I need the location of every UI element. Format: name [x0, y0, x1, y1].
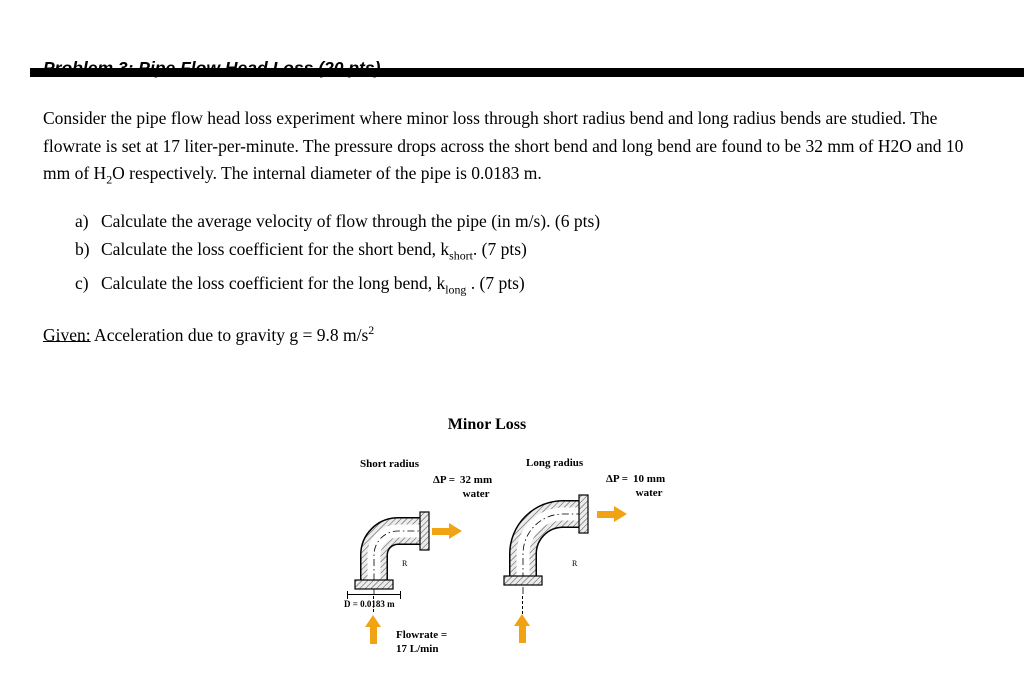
flow-arrow-up-short: [365, 615, 382, 645]
question-b-text: Calculate the loss coefficient for the short bend, k: [101, 238, 450, 259]
given-superscript: 2: [368, 322, 375, 337]
long-bend-radius-mark: R: [572, 559, 578, 568]
given-label: Given:: [43, 324, 91, 345]
centerline-dash-long: [522, 596, 523, 614]
question-b: [43, 236, 981, 270]
question-b-label: b): [75, 238, 90, 259]
statement-subscript: 2: [106, 172, 113, 187]
flowrate-line-1: Flowrate =: [396, 629, 448, 641]
question-b-subscript: short: [449, 248, 473, 262]
pressure-drop-short-prefix: ΔP =: [433, 474, 456, 486]
problem-statement: [43, 105, 973, 194]
question-c-subscript: long: [445, 282, 467, 296]
short-radius-elbow-drawing: [346, 500, 438, 596]
pressure-drop-long-prefix: ΔP =: [606, 473, 629, 485]
statement-text-1: Consider the pipe flow head loss experiment where minor loss through short radius bend and long radius bends are studied. The flowrate is set at 17 liter-per-minute. The pressure drops across the short bend and long bend are found to be 32 mm of H2O and 10 mm of H: [43, 108, 964, 183]
flow-arrow-right-long: [597, 506, 627, 523]
long-radius-label: Long radius: [526, 457, 584, 469]
pressure-drop-long-unit: water: [635, 486, 663, 499]
question-b-text-end: . (7 pts): [472, 238, 527, 259]
long-radius-elbow-drawing: [493, 482, 599, 596]
question-c: [43, 270, 981, 304]
diameter-dimension-line: [347, 594, 401, 595]
statement-text-2: O respectively. The internal diameter of the pipe is 0.0183 m.: [112, 163, 542, 183]
flowrate-label: [396, 628, 447, 656]
question-a-text: Calculate the average velocity of flow through the pipe (in m/s). (6 pts): [101, 211, 601, 231]
short-bend-radius-mark: R: [402, 559, 408, 568]
pressure-drop-short: [433, 474, 492, 502]
document-page: [0, 58, 1024, 698]
question-a-label: a): [75, 211, 89, 231]
question-c-text-end: . (7 pts): [466, 272, 525, 293]
pressure-drop-long-value: 10 mm: [633, 473, 666, 485]
given-text: Acceleration due to gravity g = 9.8 m/s: [90, 324, 369, 345]
pressure-drop-short-unit: water: [462, 487, 490, 500]
pressure-drop-long: [606, 473, 665, 501]
top-black-bar: [30, 68, 1024, 77]
question-list: [43, 208, 981, 304]
question-a: [43, 208, 981, 236]
diameter-label: D = 0.0183 m: [344, 599, 395, 609]
given-line: [43, 323, 981, 346]
flow-arrow-right-short: [432, 523, 462, 540]
question-c-label: c): [75, 272, 89, 293]
diagram-title: Minor Loss: [447, 416, 527, 433]
question-c-text: Calculate the loss coefficient for the long bend, k: [101, 272, 446, 293]
flowrate-line-2: 17 L/min: [396, 643, 439, 655]
short-radius-label: Short radius: [360, 458, 419, 470]
pressure-drop-short-value: 32 mm: [460, 474, 493, 486]
